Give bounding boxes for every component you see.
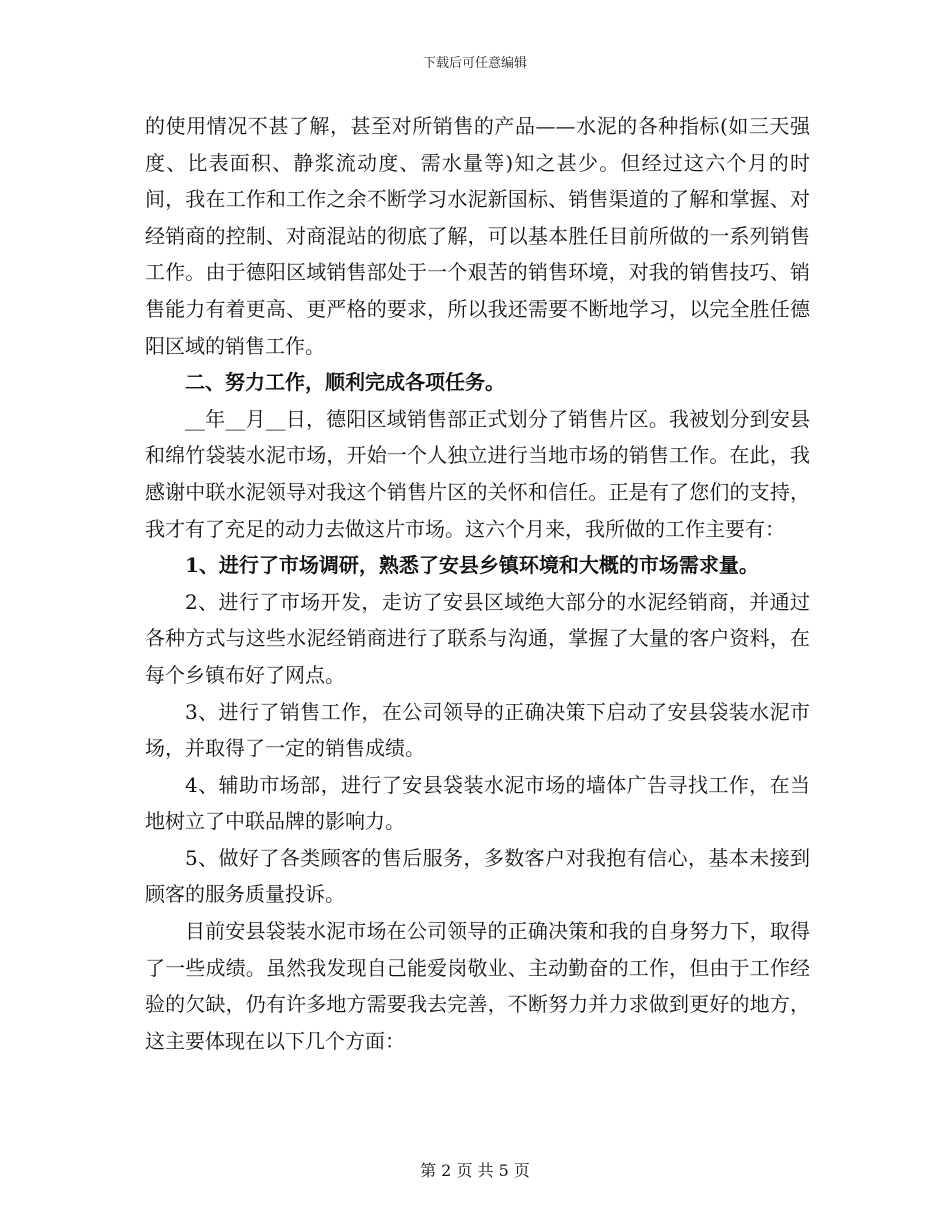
list-item-5: 5、做好了各类顾客的售后服务，多数客户对我抱有信心，基本未接到顾客的服务质量投诉。	[145, 845, 810, 907]
page-footer: 第 2 页 共 5 页	[420, 1161, 530, 1180]
list-item-3: 3、进行了销售工作，在公司领导的正确决策下启动了安县袋装水泥市场，并取得了一定的销售成绩。	[145, 699, 810, 761]
paragraph: __年__月__日，德阳区域销售部正式划分了销售片区。我被划分到安县和绵竹袋装水泥市场，开始一个人独立进行当地市场的销售工作。在此，我感谢中联水泥领导对我这个销售片区的关怀和信任。正是有了您们的支持，我才有了充足的动力去做这片市场。这六个月来，我所做的工作主要有：	[145, 406, 810, 541]
section-heading: 二、努力工作，顺利完成各项任务。	[185, 370, 505, 395]
list-item-1: 1、进行了市场调研，熟悉了安县乡镇环境和大概的市场需求量。	[185, 553, 759, 578]
page-header: 下载后可任意编辑	[422, 56, 527, 71]
document-body	[145, 108, 810, 1059]
paragraph: 目前安县袋装水泥市场在公司领导的正确决策和我的自身努力下，取得了一些成绩。虽然我发现自己能爱岗敬业、主动勤奋的工作，但由于工作经验的欠缺，仍有许多地方需要我去完善，不断努力并力求做到更好的地方，这主要体现在以下几个方面：	[145, 919, 810, 1053]
list-item-2: 2、进行了市场开发，走访了安县区域绝大部分的水泥经销商，并通过各种方式与这些水泥经销商进行了联系与沟通，掌握了大量的客户资料，在每个乡镇布好了网点。	[145, 589, 810, 687]
list-item-4: 4、辅助市场部，进行了安县袋装水泥市场的墙体广告寻找工作，在当地树立了中联品牌的影响力。	[145, 772, 810, 834]
paragraph-continued: 的使用情况不甚了解，甚至对所销售的产品——水泥的各种指标(如三天强度、比表面积、静浆流动度、需水量等)知之甚少。但经过这六个月的时间，我在工作和工作之余不断学习水泥新国标、销售渠道的了解和掌握、对经销商的控制、对商混站的彻底了解，可以基本胜任目前所做的一系列销售工作。由于德阳区域销售部处于一个艰苦的销售环境，对我的销售技巧、销售能力有着更高、更严格的要求，所以我还需要不断地学习，以完全胜任德阳区域的销售工作。	[145, 114, 810, 358]
